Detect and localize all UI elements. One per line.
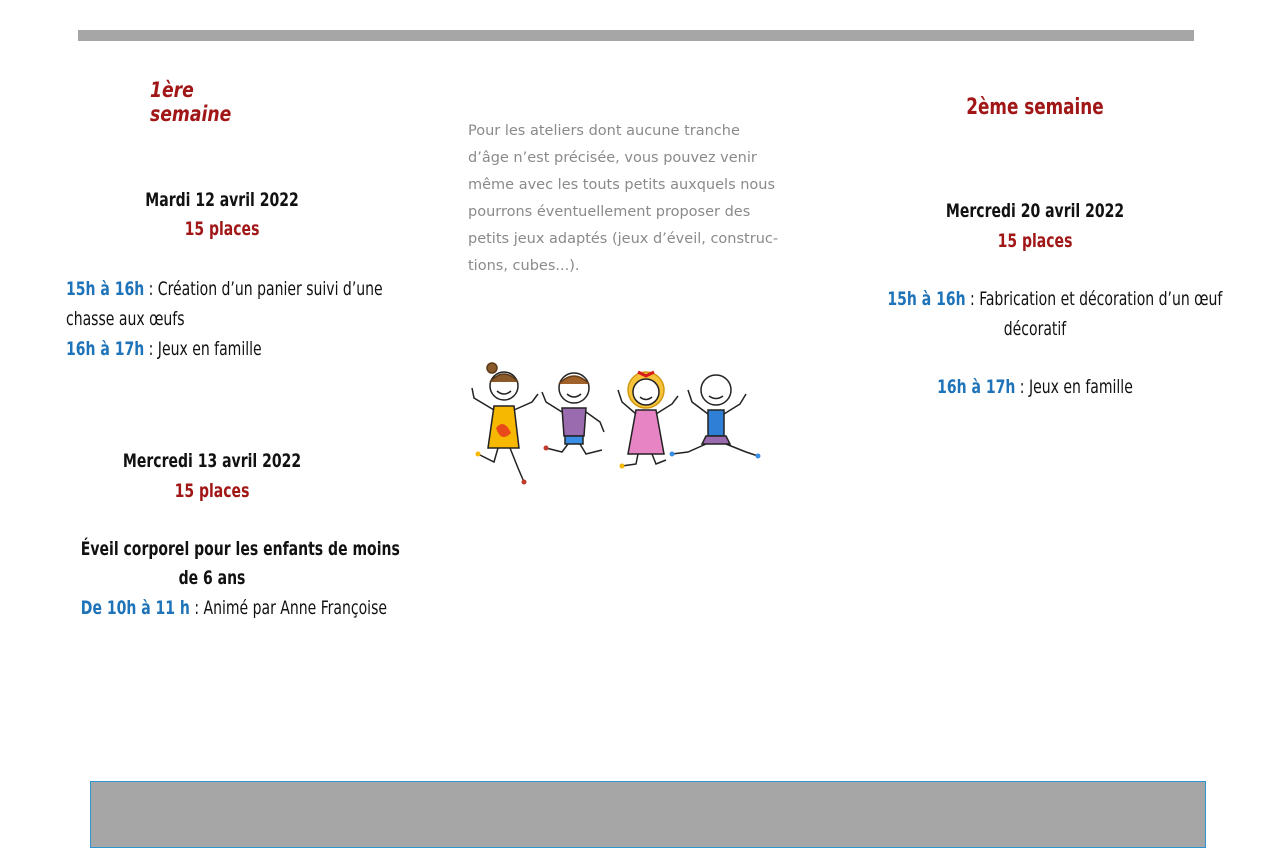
middle-info-paragraph (468, 118, 788, 280)
activity-text-continued: décoratif (1003, 318, 1067, 340)
schedule-line (887, 284, 1223, 314)
week-1-day-2-activity (52, 535, 400, 624)
activity-text: : Animé par Anne Françoise (189, 597, 388, 619)
activity-title: Éveil corporel pour les enfants de moins (80, 538, 400, 560)
week-1-day-2 (52, 446, 372, 506)
places-count: 15 places (997, 230, 1073, 252)
week-2-title: 2ème semaine (966, 95, 1104, 120)
kid-figure (618, 372, 678, 469)
activity-text: : Jeux en famille (1015, 376, 1133, 398)
schedule-line (66, 334, 328, 364)
activity-text: : Jeux en famille (144, 338, 262, 360)
time-slot: 15h à 16h (887, 288, 966, 310)
info-line: d’âge n’est précisée, vous pouvez venir (468, 150, 757, 166)
activity-text-continued: chasse aux œufs (66, 308, 185, 330)
places-count: 15 places (184, 218, 260, 240)
activity-title-continued: de 6 ans (178, 567, 246, 589)
schedule-line (66, 274, 383, 304)
activity-text: : Création d’un panier suivi d’une (144, 278, 383, 300)
places-count: 15 places (174, 480, 250, 502)
week-1-day-1 (62, 186, 382, 244)
week-2-day-1-schedule (855, 284, 1223, 402)
time-slot: 15h à 16h (66, 278, 145, 300)
schedule-line (887, 372, 1182, 402)
info-line: même avec les touts petits auxquels nous (468, 177, 776, 193)
info-line: petits jeux adaptés (jeux d’éveil, construc- (468, 231, 779, 247)
week-1-day-1-schedule (66, 274, 386, 364)
jumping-kids-illustration (466, 358, 766, 488)
schedule-line (80, 593, 388, 624)
day-date: Mercredi 20 avril 2022 (945, 200, 1125, 222)
info-line: Pour les ateliers dont aucune tranche (468, 123, 740, 139)
info-line: pourrons éventuellement proposer des (468, 204, 751, 220)
day-date: Mardi 12 avril 2022 (145, 189, 299, 211)
info-line: tions, cubes...). (468, 258, 580, 274)
kid-figure (472, 363, 538, 485)
week-2-day-1 (875, 196, 1195, 256)
activity-text: : Fabrication et décoration d’un œuf (965, 288, 1223, 310)
day-date: Mercredi 13 avril 2022 (122, 450, 302, 472)
kid-figure (542, 373, 604, 454)
top-divider-bar (78, 30, 1194, 41)
time-slot: 16h à 17h (66, 338, 145, 360)
bottom-footer-bar (90, 781, 1206, 848)
week-1-title: 1ère semaine (150, 78, 232, 126)
time-slot: De 10h à 11 h (80, 597, 190, 619)
kid-figure (670, 375, 761, 459)
time-slot: 16h à 17h (937, 376, 1016, 398)
